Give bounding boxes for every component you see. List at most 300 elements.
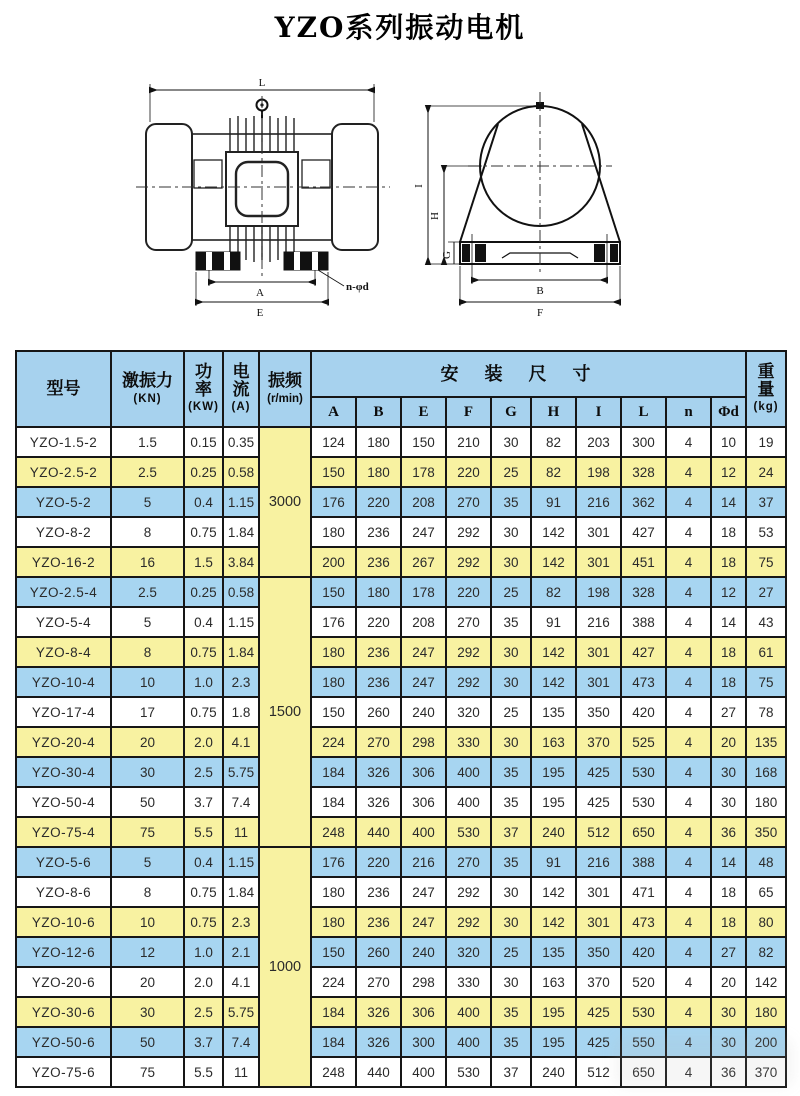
col-header-dim-i: I [576, 397, 621, 427]
cell-value: 248 [311, 817, 356, 847]
cell-value: 30 [491, 967, 531, 997]
cell-value: 236 [356, 877, 401, 907]
cell-value: 330 [446, 727, 491, 757]
cell-value: 150 [311, 577, 356, 607]
table-row [16, 517, 786, 547]
cell-model: YZO-8-4 [16, 637, 111, 667]
cell-value: 35 [491, 1027, 531, 1057]
cell-value: 75 [746, 547, 786, 577]
cell-value: 37 [746, 487, 786, 517]
cell-value: 142 [531, 877, 576, 907]
cell-value: 1.15 [223, 607, 259, 637]
cell-value: 0.15 [184, 427, 223, 457]
cell-model: YZO-5-6 [16, 847, 111, 877]
cell-value: 10 [111, 907, 184, 937]
cell-value: 2.1 [223, 937, 259, 967]
col-header-power [184, 351, 223, 427]
cell-value: 425 [576, 757, 621, 787]
cell-value: 25 [491, 937, 531, 967]
cell-value: 35 [491, 847, 531, 877]
cell-value: 400 [446, 1027, 491, 1057]
cell-value: 150 [311, 457, 356, 487]
cell-value: 2.5 [184, 997, 223, 1027]
cell-value: 4 [666, 1027, 711, 1057]
cell-value: 180 [311, 637, 356, 667]
cell-value: 306 [401, 997, 446, 1027]
cell-value: 180 [356, 457, 401, 487]
col-header-dim-l: L [621, 397, 666, 427]
cell-value: 270 [446, 607, 491, 637]
cell-value: 1.84 [223, 517, 259, 547]
cell-value: 12 [111, 937, 184, 967]
cell-value: 301 [576, 547, 621, 577]
cell-value: 18 [711, 517, 746, 547]
table-row [16, 817, 786, 847]
cell-value: 180 [311, 877, 356, 907]
cell-value: 4 [666, 847, 711, 877]
cell-value: 4 [666, 817, 711, 847]
cell-value: 270 [446, 847, 491, 877]
cell-value: 301 [576, 877, 621, 907]
cell-value: 180 [746, 997, 786, 1027]
cell-value: 267 [401, 547, 446, 577]
col-header-mounting-label: 安装尺寸 [440, 363, 617, 384]
table-row [16, 787, 786, 817]
dim-b-label: B [536, 285, 544, 297]
cell-value: 203 [576, 427, 621, 457]
cell-value: 142 [531, 667, 576, 697]
cell-value: 8 [111, 877, 184, 907]
cell-value: 18 [711, 637, 746, 667]
cell-model: YZO-10-4 [16, 667, 111, 697]
cell-value: 43 [746, 607, 786, 637]
cell-value: 425 [576, 997, 621, 1027]
col-header-dim-h: H [531, 397, 576, 427]
cell-value: 2.5 [184, 757, 223, 787]
cell-value: 200 [746, 1027, 786, 1057]
col-header-power-label: 功率 [195, 362, 212, 400]
cell-value: 4 [666, 547, 711, 577]
cell-value: 5.75 [223, 997, 259, 1027]
cell-value: 270 [446, 487, 491, 517]
cell-value: 30 [711, 787, 746, 817]
cell-value: 10 [711, 427, 746, 457]
cell-value: 163 [531, 967, 576, 997]
cell-value: 0.35 [223, 427, 259, 457]
cell-value: 301 [576, 667, 621, 697]
cell-value: 30 [711, 757, 746, 787]
cell-value: 240 [531, 817, 576, 847]
cell-value: 24 [746, 457, 786, 487]
cell-value: 14 [711, 847, 746, 877]
cell-value: 14 [711, 487, 746, 517]
cell-value: 260 [356, 697, 401, 727]
cell-value: 80 [746, 907, 786, 937]
cell-value: 5.75 [223, 757, 259, 787]
dim-a-label: A [256, 287, 264, 299]
cell-value: 142 [531, 637, 576, 667]
cell-value: 18 [711, 877, 746, 907]
cell-value: 75 [111, 817, 184, 847]
cell-value: 292 [446, 637, 491, 667]
cell-value: 210 [446, 427, 491, 457]
cell-value: 176 [311, 607, 356, 637]
cell-value: 0.58 [223, 577, 259, 607]
cell-value: 178 [401, 457, 446, 487]
cell-value: 4 [666, 1057, 711, 1087]
table-row [16, 607, 786, 637]
cell-value: 91 [531, 847, 576, 877]
cell-value: 30 [491, 667, 531, 697]
cell-value: 326 [356, 757, 401, 787]
cell-model: YZO-17-4 [16, 697, 111, 727]
cell-value: 50 [111, 1027, 184, 1057]
col-header-current-unit: (A) [231, 400, 251, 413]
cell-value: 1.84 [223, 637, 259, 667]
cell-value: 168 [746, 757, 786, 787]
cell-value: 27 [711, 697, 746, 727]
cell-value: 530 [446, 817, 491, 847]
cell-value: 17 [111, 697, 184, 727]
cell-model: YZO-75-6 [16, 1057, 111, 1087]
cell-value: 2.3 [223, 667, 259, 697]
dim-l-label: L [258, 77, 266, 89]
scan-smudge [614, 1036, 794, 1088]
cell-value: 236 [356, 547, 401, 577]
cell-value: 30 [111, 757, 184, 787]
cell-value: 292 [446, 907, 491, 937]
cell-value: 1.5 [184, 547, 223, 577]
cell-value: 427 [621, 637, 666, 667]
cell-value: 82 [746, 937, 786, 967]
cell-value: 306 [401, 757, 446, 787]
cell-value: 35 [491, 487, 531, 517]
cell-value: 370 [746, 1057, 786, 1087]
cell-value: 473 [621, 667, 666, 697]
cell-value: 184 [311, 997, 356, 1027]
cell-value: 220 [446, 457, 491, 487]
cell-value: 82 [531, 427, 576, 457]
cell-value: 270 [356, 967, 401, 997]
cell-value: 330 [446, 967, 491, 997]
spec-table [15, 350, 787, 1088]
cell-value: 0.75 [184, 637, 223, 667]
cell-value: 530 [621, 997, 666, 1027]
table-row [16, 967, 786, 997]
cell-model: YZO-12-6 [16, 937, 111, 967]
cell-value: 298 [401, 727, 446, 757]
cell-value: 247 [401, 517, 446, 547]
cell-value: 37 [491, 1057, 531, 1087]
cell-value: 0.4 [184, 607, 223, 637]
cell-value: 11 [223, 1057, 259, 1087]
cell-value: 4 [666, 937, 711, 967]
col-header-frequency-label: 振频 [268, 371, 302, 391]
cell-value: 14 [711, 607, 746, 637]
cell-value: 184 [311, 787, 356, 817]
cell-value: 5 [111, 487, 184, 517]
cell-value: 195 [531, 757, 576, 787]
cell-value: 4 [666, 727, 711, 757]
cell-value: 400 [401, 1057, 446, 1087]
cell-model: YZO-50-4 [16, 787, 111, 817]
cell-frequency: 3000 [259, 427, 311, 577]
cell-value: 301 [576, 637, 621, 667]
cell-value: 270 [356, 727, 401, 757]
cell-value: 12 [711, 457, 746, 487]
cell-value: 240 [401, 697, 446, 727]
cell-value: 180 [311, 667, 356, 697]
cell-value: 10 [111, 667, 184, 697]
cell-value: 184 [311, 757, 356, 787]
cell-value: 247 [401, 667, 446, 697]
cell-value: 195 [531, 787, 576, 817]
cell-value: 650 [621, 1057, 666, 1087]
col-header-weight-unit: (kg) [753, 400, 779, 413]
cell-value: 440 [356, 1057, 401, 1087]
cell-value: 0.75 [184, 697, 223, 727]
col-header-force [111, 351, 184, 427]
cell-value: 150 [311, 697, 356, 727]
table-row [16, 427, 786, 457]
cell-value: 4 [666, 877, 711, 907]
cell-value: 0.75 [184, 517, 223, 547]
cell-value: 0.25 [184, 577, 223, 607]
cell-value: 82 [531, 577, 576, 607]
table-row [16, 907, 786, 937]
cell-value: 2.5 [111, 577, 184, 607]
cell-model: YZO-16-2 [16, 547, 111, 577]
col-header-dim-phid: Φd [711, 397, 746, 427]
cell-value: 388 [621, 847, 666, 877]
cell-value: 30 [491, 637, 531, 667]
cell-value: 370 [576, 727, 621, 757]
cell-value: 176 [311, 847, 356, 877]
cell-value: 224 [311, 967, 356, 997]
cell-value: 30 [111, 997, 184, 1027]
cell-model: YZO-5-4 [16, 607, 111, 637]
cell-value: 27 [711, 937, 746, 967]
cell-value: 328 [621, 577, 666, 607]
cell-value: 180 [311, 517, 356, 547]
side-view-drawing [132, 74, 398, 320]
cell-value: 2.5 [111, 457, 184, 487]
table-row [16, 697, 786, 727]
cell-model: YZO-50-6 [16, 1027, 111, 1057]
cell-value: 178 [401, 577, 446, 607]
cell-value: 30 [491, 877, 531, 907]
col-header-frequency [259, 351, 311, 427]
col-header-current [223, 351, 259, 427]
cell-value: 292 [446, 517, 491, 547]
cell-value: 220 [356, 607, 401, 637]
cell-model: YZO-10-6 [16, 907, 111, 937]
col-header-weight-label: 重量 [757, 362, 775, 400]
cell-value: 37 [491, 817, 531, 847]
cell-value: 400 [446, 997, 491, 1027]
cell-value: 180 [356, 427, 401, 457]
table-row [16, 877, 786, 907]
cell-value: 208 [401, 607, 446, 637]
cell-value: 550 [621, 1027, 666, 1057]
cell-value: 236 [356, 907, 401, 937]
cell-value: 30 [491, 517, 531, 547]
cell-value: 440 [356, 817, 401, 847]
cell-value: 1.0 [184, 937, 223, 967]
cell-value: 20 [111, 967, 184, 997]
cell-value: 30 [491, 427, 531, 457]
cell-value: 180 [356, 577, 401, 607]
cell-value: 142 [531, 907, 576, 937]
cell-value: 30 [711, 997, 746, 1027]
cell-model: YZO-30-4 [16, 757, 111, 787]
cell-value: 240 [401, 937, 446, 967]
cell-value: 18 [711, 547, 746, 577]
cell-value: 135 [531, 697, 576, 727]
cell-value: 61 [746, 637, 786, 667]
cell-value: 75 [746, 667, 786, 697]
cell-value: 512 [576, 1057, 621, 1087]
cell-value: 328 [621, 457, 666, 487]
cell-value: 216 [576, 847, 621, 877]
cell-value: 4 [666, 637, 711, 667]
cell-value: 91 [531, 607, 576, 637]
dim-g-label: G [441, 251, 453, 259]
table-row [16, 487, 786, 517]
cell-value: 247 [401, 877, 446, 907]
cell-value: 4 [666, 757, 711, 787]
cell-value: 50 [111, 787, 184, 817]
col-header-frequency-unit: (r/min) [267, 392, 303, 405]
cell-value: 91 [531, 487, 576, 517]
cell-value: 1.8 [223, 697, 259, 727]
cell-value: 142 [531, 517, 576, 547]
cell-value: 301 [576, 907, 621, 937]
dim-h-label: H [429, 212, 441, 220]
cell-value: 220 [356, 847, 401, 877]
table-row [16, 727, 786, 757]
cell-value: 16 [111, 547, 184, 577]
cell-model: YZO-8-2 [16, 517, 111, 547]
cell-value: 236 [356, 637, 401, 667]
cell-value: 420 [621, 697, 666, 727]
cell-value: 25 [491, 577, 531, 607]
cell-value: 240 [531, 1057, 576, 1087]
cell-value: 195 [531, 1027, 576, 1057]
cell-value: 320 [446, 937, 491, 967]
cell-model: YZO-1.5-2 [16, 427, 111, 457]
cell-value: 525 [621, 727, 666, 757]
cell-value: 180 [311, 907, 356, 937]
cell-value: 301 [576, 517, 621, 547]
cell-value: 4 [666, 607, 711, 637]
cell-value: 4 [666, 517, 711, 547]
cell-value: 25 [491, 697, 531, 727]
bolt-note-label: n-φd [346, 281, 369, 293]
cell-frequency: 1000 [259, 847, 311, 1087]
cell-model: YZO-20-4 [16, 727, 111, 757]
dim-i-label: I [413, 184, 425, 188]
cell-value: 530 [621, 787, 666, 817]
col-header-mounting [311, 351, 746, 397]
cell-value: 220 [446, 577, 491, 607]
cell-value: 27 [746, 577, 786, 607]
cell-value: 400 [401, 817, 446, 847]
cell-value: 200 [311, 547, 356, 577]
cell-value: 326 [356, 1027, 401, 1057]
cell-value: 75 [111, 1057, 184, 1087]
table-row [16, 457, 786, 487]
cell-value: 208 [401, 487, 446, 517]
cell-value: 248 [311, 1057, 356, 1087]
cell-value: 176 [311, 487, 356, 517]
cell-value: 388 [621, 607, 666, 637]
cell-value: 236 [356, 517, 401, 547]
technical-drawings [0, 74, 800, 320]
cell-value: 0.25 [184, 457, 223, 487]
cell-value: 20 [711, 727, 746, 757]
cell-value: 425 [576, 1027, 621, 1057]
cell-value: 142 [746, 967, 786, 997]
cell-value: 1.15 [223, 487, 259, 517]
cell-value: 5.5 [184, 1057, 223, 1087]
cell-value: 292 [446, 667, 491, 697]
cell-value: 11 [223, 817, 259, 847]
cell-value: 30 [491, 907, 531, 937]
col-header-model-label: 型号 [46, 379, 81, 399]
cell-value: 2.0 [184, 967, 223, 997]
table-row [16, 547, 786, 577]
cell-value: 350 [576, 937, 621, 967]
cell-value: 135 [746, 727, 786, 757]
cell-value: 198 [576, 577, 621, 607]
cell-value: 260 [356, 937, 401, 967]
cell-value: 142 [531, 547, 576, 577]
cell-value: 36 [711, 1057, 746, 1087]
cell-value: 1.0 [184, 667, 223, 697]
col-header-dim-b: B [356, 397, 401, 427]
cell-value: 300 [401, 1027, 446, 1057]
cell-value: 3.84 [223, 547, 259, 577]
cell-value: 20 [711, 967, 746, 997]
spec-table-body [16, 427, 786, 1087]
cell-value: 326 [356, 997, 401, 1027]
cell-value: 30 [711, 1027, 746, 1057]
cell-value: 18 [711, 907, 746, 937]
table-row [16, 577, 786, 607]
spec-table-head [16, 351, 786, 427]
cell-value: 4 [666, 427, 711, 457]
cell-value: 473 [621, 907, 666, 937]
cell-value: 35 [491, 787, 531, 817]
cell-value: 400 [446, 787, 491, 817]
cell-value: 4 [666, 697, 711, 727]
cell-value: 4 [666, 997, 711, 1027]
cell-value: 306 [401, 787, 446, 817]
cell-value: 520 [621, 967, 666, 997]
cell-value: 216 [401, 847, 446, 877]
cell-value: 247 [401, 907, 446, 937]
cell-value: 298 [401, 967, 446, 997]
dim-f-label: F [536, 307, 544, 319]
cell-value: 198 [576, 457, 621, 487]
table-row [16, 997, 786, 1027]
end-view-drawing [402, 74, 668, 320]
cell-value: 3.7 [184, 1027, 223, 1057]
cell-value: 5 [111, 847, 184, 877]
cell-model: YZO-2.5-2 [16, 457, 111, 487]
cell-model: YZO-30-6 [16, 997, 111, 1027]
